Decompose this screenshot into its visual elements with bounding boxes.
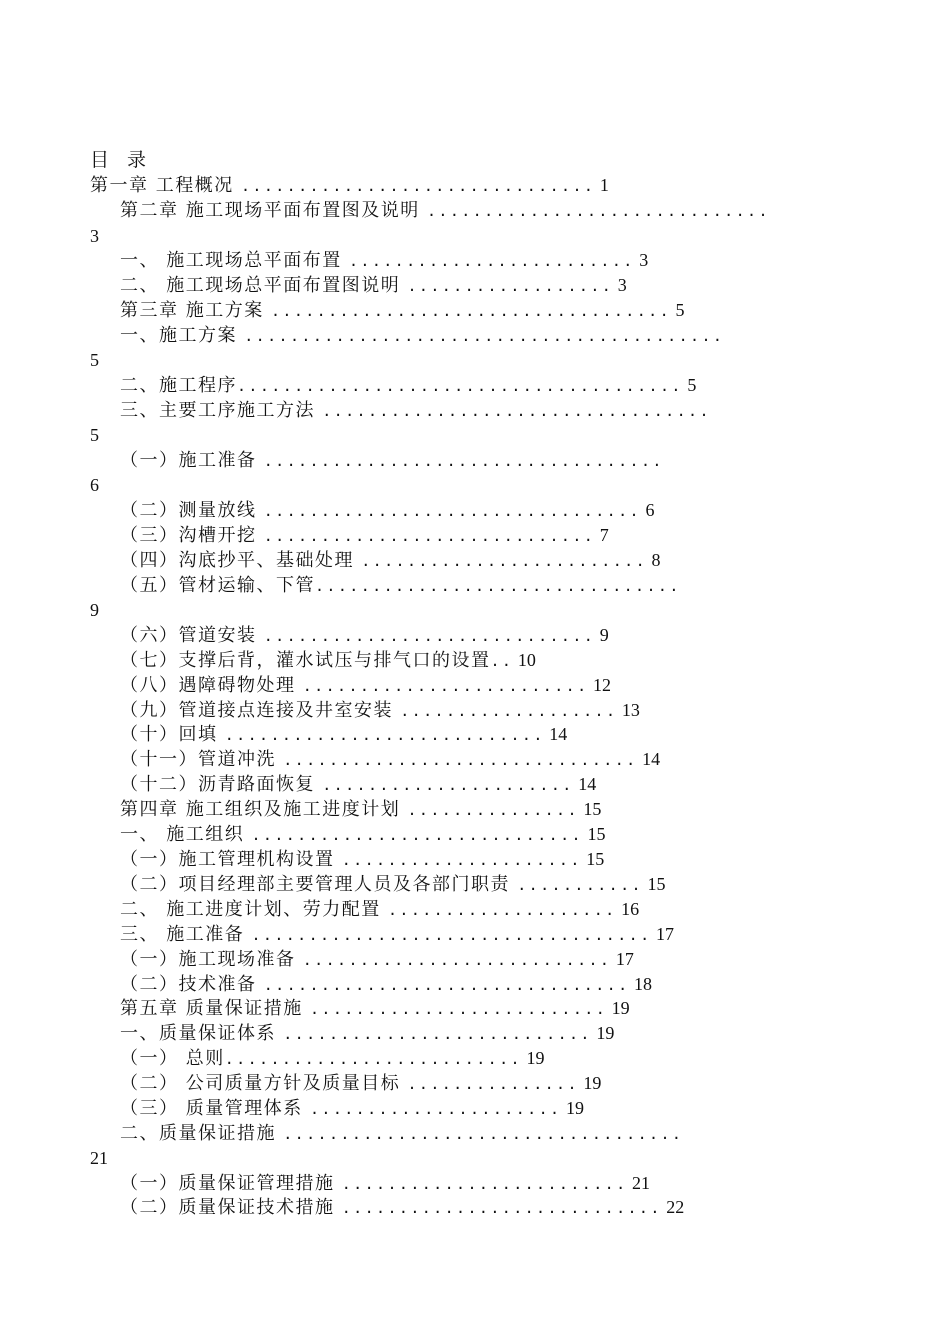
toc-entry-label: （一）质量保证管理措施 bbox=[120, 1173, 342, 1194]
toc-leader-dots: ............... bbox=[407, 801, 579, 819]
toc-entry-label: （二）技术准备 bbox=[120, 974, 264, 995]
toc-entry bbox=[120, 448, 664, 473]
toc-entry-label: 第四章 施工组织及施工进度计划 bbox=[120, 799, 408, 820]
toc-page-number: 17 bbox=[651, 924, 675, 944]
toc-entry-label: 二、施工程序 bbox=[120, 375, 237, 396]
toc-entry-label: 第三章 施工方案 bbox=[120, 300, 271, 321]
toc-entry-label: 三、 施工准备 bbox=[120, 924, 252, 945]
toc-leader-dots: ................... bbox=[400, 702, 618, 720]
toc-entry bbox=[120, 648, 536, 673]
toc-leader-dots: ............................ bbox=[224, 726, 545, 744]
toc-entry bbox=[120, 498, 654, 523]
toc-entry bbox=[120, 797, 601, 822]
toc-leader-dots: ...................... bbox=[322, 776, 574, 794]
toc-leader-dots: ........................... bbox=[302, 951, 612, 969]
toc-leader-dots: ............... bbox=[407, 1075, 579, 1093]
toc-entry-label: （二）测量放线 bbox=[120, 500, 264, 521]
toc-entry bbox=[90, 224, 99, 249]
toc-leader-dots: ..................... bbox=[341, 851, 582, 869]
toc-entry bbox=[120, 922, 674, 947]
toc-leader-dots: .......................................... bbox=[244, 327, 725, 345]
toc-entry bbox=[120, 972, 652, 997]
toc-leader-dots: ................................. bbox=[263, 502, 641, 520]
toc-entry-label: （六）管道安装 bbox=[120, 625, 264, 646]
toc-page-number: 9 bbox=[595, 625, 609, 645]
toc-leader-dots: ................................ bbox=[263, 976, 630, 994]
toc-page-number: 15 bbox=[578, 799, 602, 819]
toc-leader-dots: ................................ bbox=[315, 577, 681, 595]
toc-leader-dots: ................................... bbox=[251, 926, 652, 944]
toc-page-number: 16 bbox=[616, 899, 640, 919]
toc-leader-dots: ................................... bbox=[283, 1125, 684, 1143]
toc-entry bbox=[90, 598, 99, 623]
toc-entry bbox=[120, 698, 640, 723]
toc-entry bbox=[120, 772, 596, 797]
toc-leader-dots: .. bbox=[490, 652, 514, 670]
toc-entry-label: 二、 施工进度计划、劳力配置 bbox=[120, 899, 388, 920]
toc-entry-label: （七）支撑后背，灌水试压与排气口的设置 bbox=[120, 650, 491, 671]
toc-entry-label: 一、 施工现场总平面布置 bbox=[120, 250, 349, 271]
toc-page-number: 6 bbox=[640, 500, 655, 520]
toc-entry bbox=[120, 523, 609, 548]
toc-entry-label: 一、施工方案 bbox=[120, 325, 245, 346]
toc-entry bbox=[90, 423, 99, 448]
toc-entry-label: （一）施工准备 bbox=[120, 450, 264, 471]
toc-title: 目 录 bbox=[90, 149, 153, 171]
toc-entry bbox=[120, 198, 770, 223]
toc-page-number: 14 bbox=[573, 774, 597, 794]
toc-entry bbox=[120, 996, 630, 1021]
toc-entry bbox=[90, 173, 609, 198]
toc-leader-dots: ........................... bbox=[283, 1025, 592, 1043]
toc-page-number: 3 bbox=[613, 275, 627, 295]
toc-page-number: 14 bbox=[637, 749, 661, 769]
toc-page-number: 19 bbox=[607, 998, 630, 1018]
toc-entry bbox=[120, 1071, 601, 1096]
toc-entry bbox=[120, 872, 665, 897]
toc-entry-label: （二）质量保证技术措施 bbox=[120, 1197, 342, 1218]
toc-page-number: 5 bbox=[90, 425, 99, 445]
toc-entry-label: （一）施工现场准备 bbox=[120, 949, 303, 970]
toc-leader-dots: .................................. bbox=[322, 402, 711, 420]
toc-page-number: 12 bbox=[588, 675, 612, 695]
toc-leader-dots: ......................... bbox=[302, 677, 589, 695]
toc-entry bbox=[90, 348, 99, 373]
toc-entry-label: （八）遇障碍物处理 bbox=[120, 675, 303, 696]
toc-entry bbox=[120, 323, 724, 348]
toc-leader-dots: ...................... bbox=[309, 1100, 562, 1118]
toc-entry bbox=[120, 947, 634, 972]
toc-page-number: 14 bbox=[544, 724, 568, 744]
toc-leader-dots: ............................... bbox=[240, 177, 596, 195]
toc-page-number: 21 bbox=[627, 1173, 651, 1193]
toc-leader-dots: .............................. bbox=[426, 202, 770, 220]
toc-entry bbox=[120, 1021, 614, 1046]
toc-page-number: 3 bbox=[90, 226, 99, 246]
toc-entry bbox=[120, 248, 648, 273]
toc-entry-label: 一、 施工组织 bbox=[120, 824, 252, 845]
toc-entry bbox=[120, 398, 711, 423]
toc-page-number: 18 bbox=[629, 974, 653, 994]
toc-entry bbox=[120, 373, 696, 398]
toc-entry bbox=[120, 623, 609, 648]
toc-leader-dots: .......................... bbox=[224, 1050, 522, 1068]
toc-leader-dots: ....................................... bbox=[237, 377, 683, 395]
toc-leader-dots: ............................. bbox=[263, 627, 596, 645]
toc-leader-dots: .................... bbox=[387, 901, 617, 919]
toc-entry-label: （九）管道接点连接及井室安装 bbox=[120, 700, 401, 721]
toc-page-number: 5 bbox=[682, 375, 697, 395]
toc-entry-label: （五）管材运输、下管 bbox=[120, 575, 315, 596]
toc-entry bbox=[120, 273, 627, 298]
toc-entry-label: （三） 质量管理体系 bbox=[120, 1098, 310, 1119]
toc-entry-label: （二）项目经理部主要管理人员及各部门职责 bbox=[120, 874, 518, 895]
toc-entry bbox=[120, 298, 685, 323]
toc-page-number: 9 bbox=[90, 600, 99, 620]
toc-leader-dots: ............................ bbox=[341, 1199, 662, 1217]
toc-page-number: 19 bbox=[591, 1023, 615, 1043]
toc-page-number: 15 bbox=[581, 849, 605, 869]
toc-page-number: 1 bbox=[595, 175, 609, 195]
toc-entry bbox=[120, 1171, 650, 1196]
toc-leader-dots: ......................... bbox=[348, 252, 635, 270]
toc-page-number: 13 bbox=[617, 700, 640, 720]
toc-entry-label: （一） 总则 bbox=[120, 1048, 225, 1069]
toc-entry bbox=[120, 822, 605, 847]
toc-page-number: 21 bbox=[90, 1148, 108, 1168]
toc-entry-label: （十一）管道冲洗 bbox=[120, 749, 284, 770]
toc-page-number: 10 bbox=[513, 650, 536, 670]
toc-entry bbox=[120, 673, 611, 698]
toc-page-number: 15 bbox=[642, 874, 666, 894]
toc-page-number: 5 bbox=[671, 300, 685, 320]
toc-entry bbox=[120, 847, 604, 872]
toc-leader-dots: ................................... bbox=[263, 452, 664, 470]
toc-entry-label: 第二章 施工现场平面布置图及说明 bbox=[120, 200, 427, 221]
toc-entry bbox=[120, 1195, 684, 1220]
toc-entry bbox=[90, 1146, 108, 1171]
toc-leader-dots: ......................... bbox=[361, 552, 648, 570]
toc-entry bbox=[120, 747, 660, 772]
toc-entry-label: 第五章 质量保证措施 bbox=[120, 998, 310, 1019]
toc-page-number: 17 bbox=[611, 949, 634, 969]
toc-leader-dots: .................. bbox=[407, 277, 614, 295]
toc-entry bbox=[120, 897, 639, 922]
toc-page-number: 6 bbox=[90, 475, 99, 495]
toc-entry-label: （一）施工管理机构设置 bbox=[120, 849, 342, 870]
toc-entry-label: 一、质量保证体系 bbox=[120, 1023, 284, 1044]
toc-entry-label: 第一章 工程概况 bbox=[90, 175, 241, 196]
toc-page-number: 5 bbox=[90, 350, 99, 370]
toc-entry-label: （十）回填 bbox=[120, 724, 225, 745]
toc-leader-dots: ........... bbox=[517, 876, 643, 894]
toc-leader-dots: .......................... bbox=[309, 1000, 608, 1018]
toc-leader-dots: ............................. bbox=[251, 826, 583, 844]
toc-entry-label: （十二）沥青路面恢复 bbox=[120, 774, 323, 795]
toc-page-number: 3 bbox=[634, 250, 649, 270]
toc-entry-label: 二、质量保证措施 bbox=[120, 1123, 284, 1144]
toc-entry-label: （二） 公司质量方针及质量目标 bbox=[120, 1073, 408, 1094]
toc-entry-label: 二、 施工现场总平面布置图说明 bbox=[120, 275, 408, 296]
toc-entry bbox=[120, 548, 661, 573]
toc-entry bbox=[90, 473, 99, 498]
toc-entry-label: （三）沟槽开挖 bbox=[120, 525, 264, 546]
toc-page-number: 7 bbox=[595, 525, 609, 545]
toc-page-number: 19 bbox=[521, 1048, 545, 1068]
toc-entry bbox=[120, 1121, 683, 1146]
toc-leader-dots: ............................. bbox=[263, 527, 596, 545]
toc-page-number: 15 bbox=[582, 824, 606, 844]
toc-entry bbox=[120, 1096, 584, 1121]
toc-entry bbox=[120, 1046, 544, 1071]
toc-entry bbox=[120, 722, 567, 747]
toc-page-number: 19 bbox=[578, 1073, 602, 1093]
toc-entry-label: （四）沟底抄平、基础处理 bbox=[120, 550, 362, 571]
toc-entry bbox=[120, 573, 681, 598]
toc-page-number: 22 bbox=[661, 1197, 685, 1217]
toc-leader-dots: ......................... bbox=[341, 1175, 628, 1193]
toc-entry-label: 三、主要工序施工方法 bbox=[120, 400, 323, 421]
toc-page-number: 19 bbox=[561, 1098, 584, 1118]
toc-leader-dots: ................................... bbox=[270, 302, 672, 320]
toc-page-number: 8 bbox=[647, 550, 661, 570]
toc-leader-dots: ............................... bbox=[283, 751, 638, 769]
